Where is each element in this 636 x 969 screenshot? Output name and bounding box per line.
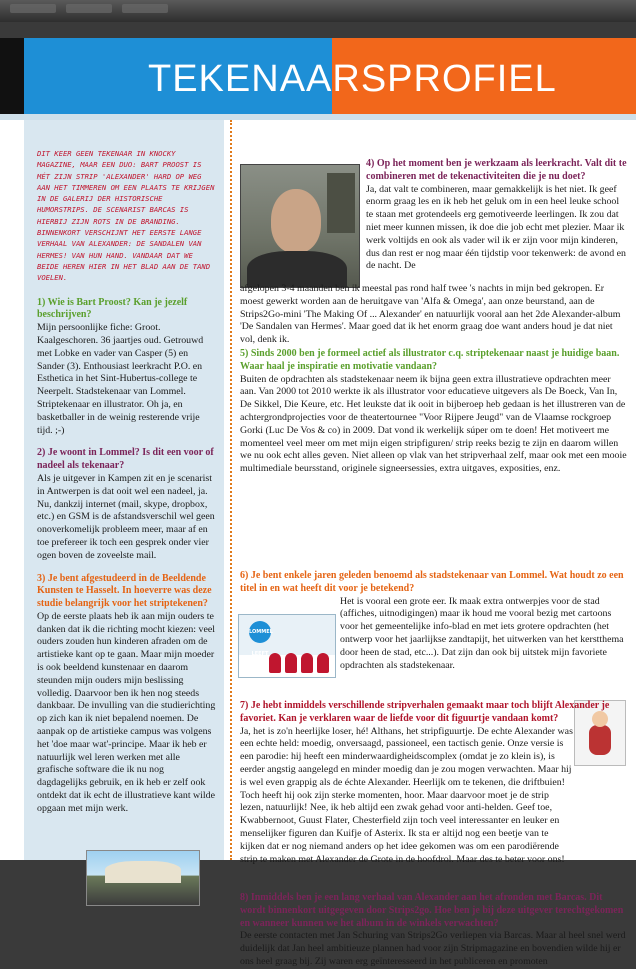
- question-6: 6) Je bent enkele jaren geleden benoemd als stadstekenaar van Lommel. Wat houdt zo een titel in en wat heeft dit voor je betekend?: [240, 570, 624, 594]
- question-3: 3) Je bent afgestudeerd in de Beeldende Kunsten te Hasselt. In hoeverre was deze studie belangrijk voor het striptekenen?: [37, 572, 212, 610]
- portrait-photo: [240, 164, 360, 288]
- question-6-block: [240, 570, 628, 672]
- answer-4-continued: [240, 283, 628, 347]
- answer-4-part-2: afgelopen 3-4 maanden ben ik meestal pas rond half twee 's nachts in mijn bed gekropen. Er moest gewerkt worden aan de heruitgave van 'Alfa & Omega', aan onze beurstand, aan de Strips2Go-mini 'The Making Of ... Alexander' en natuurlijk vooral aan het 2de Alexander-album 'De Sandalen van Hermes'. Maar goed dat ik het enorm graag doe want anders houd je dat niet vol, denk ik.: [240, 283, 621, 346]
- answer-8: De eerste contacten met Jan Schuring van Strips2Go verliepen via Barcas. Maar al heel snel werd duidelijk dat Jan heel ambitieuze plannen had voor zijn Stripmagazine en bovendien wilde hij er ons heel graag bij. Zij waren erg geïnteresseerd in het publiceren en promoten: [240, 930, 626, 967]
- question-8-block: [240, 892, 628, 969]
- answer-2: Als je uitgever in Kampen zit en je scenarist in Antwerpen is dat ooit wel een nadeel, ja. Nu, dankzij internet (mail, skype, dropbox, etc.) en GSM is de afstandsverschil wel geen onoverkomelijk probleem meer, maar af en toe prefereer ik toch een gesprek onder vier ogen boven de zoveelste mail.: [37, 472, 215, 561]
- left-column: [24, 120, 224, 860]
- question-4: 4) Op het moment ben je werkzaam als leerkracht. Valt dit te combineren met de tekenactiviteiten die je nu doet?: [366, 158, 627, 182]
- toolbar-tab[interactable]: [10, 4, 56, 13]
- answer-5: Buiten de opdrachten als stadstekenaar neem ik bijna geen extra illustratieve opdrachten meer aan. Van 2000 tot 2010 werkte ik als illustrator voor educatieve uitgevers als De Boeck, Van In, De Sikkel, Die Keure, etc. Het leukste dat ik ooit in bijberoep heb gedaan is het illustreren van de achtergrondprojecties voor de theatertournee "Voor Rijpere Jeugd" van de Vlaamse rockgroep Gorki (Luc De Vos & co) in 2009. Dat vond ik werkelijk súper om te doen! Het motiveert me momenteel veel meer om met mijn eigen stripfiguren/ strip reeks bezig te zijn en daarom willen we nu ook echt alles geven. Niet alleen op vlak van het stripverhaal zelf, maar ook met een mooie multimediale beursstand, originele signeersessies, extra uitgaves, exposities, enz.: [240, 373, 627, 475]
- question-7: 7) Je hebt inmiddels verschillende stripverhalen gemaakt maar toch blijft Alexander je favoriet. Kan je verklaren waar de liefde voor dit figuurtje vandaan komt?: [240, 700, 610, 724]
- toolbar-tab[interactable]: [66, 4, 112, 13]
- question-5-block: [240, 348, 628, 476]
- answer-1: Mijn persoonlijke fiche: Groot. Kaalgeschoren. 36 jaartjes oud. Getrouwd met Lobke en vader van Casper (5) en Sander (3). Enthousiast leerkracht P.O. en Esthetica in het Sint-Hubertus-college te Neerpelt. Stadstekenaar van Lommel. Striptekenaar en illustrator. Oh ja, en basketballer in de weinig resterende vrije tijd. ;-): [37, 322, 204, 436]
- question-4-block: [366, 158, 628, 273]
- title-part-1: TEKENAARS: [148, 58, 388, 100]
- viewer-toolbar: [0, 0, 636, 22]
- header-black-block: [0, 38, 24, 114]
- magazine-page: [0, 38, 636, 967]
- column-divider: [230, 120, 232, 860]
- question-2: 2) Je woont in Lommel? Is dit een voor of nadeel als tekenaar?: [37, 447, 214, 472]
- toolbar-tab[interactable]: [122, 4, 168, 13]
- answer-7: Ja, het is zo'n heerlijke loser, hé! Althans, het stripfiguurtje. De echte Alexander was een echte held: moedig, onversaagd, passioneel, een tactisch genie. Onze versie is een parodie: hij heeft een minderwaardigheidscomplex (omdat je zo klein is), is eerder angstig aangelegd en minder moedig dan je zou mogen verwachten. Maar hij is wel even grappig als de échte Alexander. Heerlijk om te tekenen, die driftbuien! Toch heeft hij ook zijn sterke momenten, hoor. Maar daarvoor moet je de strip lezen, natuurlijk! Nee, ik heb altijd een zwak gehad voor anti-helden. Geef toe, Kwabbernoot, Guust Flater, Chesterfield zijn toch veel interessanter en leuker en menselijker figuren dan Kuifje of Asterix. Ik sta er altijd nog een beetje van te kijken dat er nog niemand anders op het idee gekomen was om een parodiërende strip te maken met Alexander de Grote in de hoofdrol. Maar des te beter voor ons!: [240, 725, 573, 865]
- title-part-2: PROFIEL: [387, 58, 557, 100]
- page-title: [148, 54, 557, 104]
- answer-3: Op de eerste plaats heb ik aan mijn ouders te danken dat ik die richting mocht kiezen: veel ouders zouden hun kinderen afraden om de artistieke kant op te gaan. Maar mijn moeder is ook beeldend kunstenaar en daarom steunden mijn ouders mijn beslissing volledig. Daarvoor ben ik hen nog steeds dankbaar. De invulling van die studierichting op zich kan ik niet bepalend noemen. De aanpak op de artistieke campus was volgens het 'doe maar wat'-principe. Maar ik heb er natuurlijk wel leren werken met alle grafische software die ik nu nog dagdagelijks gebruik, en ik heb er zelf ook ontdekt dat ik echt de illustratieve kant wilde opgaan met mijn werk.: [37, 610, 216, 814]
- answer-4-part-1: Ja, dat valt te combineren, maar gemakkelijk is het niet. Ik geef enorm graag les en ik heb het geluk om in een heel leuke school te staan met grotendeels erg gemotiveerde leerlingen. Ik zou dat niet meer kunnen missen, ik doe die job echt met plezier. Maar ik werk voltijds en ook als vader wil ik er zijn voor mijn kinderen, dus dan rest er nog maar één tijdstip voor tekenwerk: de avond en de nacht. De: [366, 183, 626, 272]
- question-8: 8) Inmiddels ben je een lang verhaal van Alexander aan het afronden met Barcas. Dit wordt binnenkort uitgegeven door Strips2go. Hoe ben je bij deze uitgever terechtgekomen en wanneer kunnen we het album in de winkels verwachten?: [240, 892, 624, 929]
- fair-photo: [86, 850, 200, 906]
- intro-text: DIT KEER GEEN TEKENAAR IN KNOCKY MAGAZINE, MAAR EEN DUO: BART PROOST IS MÉT ZIJN STRIP 'ALEXANDER' HARD OP WEG AAN HET TIMMEREN OM EEN PLAATS TE KRIJGEN IN DE GALERIJ DER HISTORISCHE HUMORSTRIPS. DE SCENARIST BARCAS IS HIERBIJ ZIJN ROTS IN DE BRANDING. BINNENKORT VERSCHIJNT HET EERSTE LANGE VERHAAL VAN ALEXANDER: DE SANDALEN VAN HERMES! VAN HUN HAND. VANDAAR DAT WE BEIDE HEREN HIER IN HET BLAD AAN DE TAND VOELEN.: [37, 149, 215, 283]
- answer-6: Het is vooral een grote eer. Ik maak extra ontwerpjes voor de stad (affiches, uitnodigingen) maar ik houd me vooral bezig met cartoons voor het gemeentelijke info-blad en met iets grotere opdrachten (het ontwerp voor het jaarlijkse zandtapijt, het uitwerken van het kerstthema door heen de stad, etc...). Dat zijn dan ook bij uitstek mijn favoriete opdrachten als stadstekenaar.: [340, 595, 624, 671]
- question-7-block: [240, 700, 628, 866]
- right-column: [236, 120, 628, 967]
- question-5: 5) Sinds 2000 ben je formeel actief als illustrator c.q. striptekenaar naast je huidige baan. Waar haal je inspiratie en motivatie vandaan?: [240, 348, 620, 372]
- question-1: 1) Wie is Bart Proost? Kan je jezelf beschrijven?: [37, 296, 188, 321]
- lommel-logo: LOMMEL LEEFT: [249, 621, 271, 643]
